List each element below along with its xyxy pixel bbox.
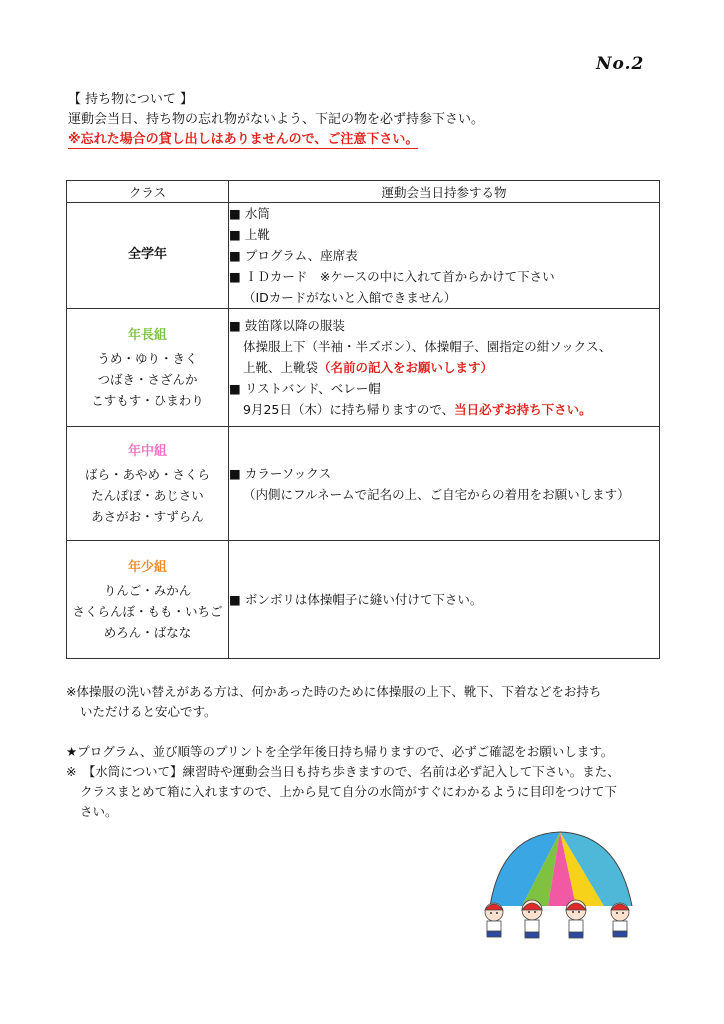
- list-item: [229, 357, 659, 378]
- table-header-row: [67, 181, 660, 203]
- square-bullet-icon: ■: [229, 227, 241, 242]
- square-bullet-icon: ■: [229, 592, 241, 607]
- class-name: 年長組: [127, 327, 167, 343]
- square-bullet-icon: ■: [229, 206, 241, 221]
- items-cell: [229, 541, 660, 659]
- notes-section: [66, 682, 666, 822]
- item-emphasis: 当日必ずお持ち下さい。: [454, 402, 592, 417]
- class-group-names: めろん・ばなな: [103, 624, 192, 640]
- list-item: [229, 589, 659, 610]
- header-items: 運動会当日持参する物: [229, 181, 660, 203]
- list-item: [229, 287, 659, 308]
- item-text: リストバンド、ベレー帽: [244, 381, 381, 396]
- note-program: ★プログラム、並び順等のプリントを全学年後日持ち帰りますので、必ずご確認をお願いします。: [66, 744, 614, 759]
- item-text: 水筒: [244, 206, 270, 221]
- square-bullet-icon: ■: [229, 269, 241, 284]
- square-bullet-icon: ■: [229, 248, 241, 263]
- item-emphasis: （名前の記入をお願いします）: [318, 360, 494, 375]
- class-cell: [67, 203, 229, 309]
- class-group-names: うめ・ゆり・きく: [97, 350, 198, 366]
- class-cell: [67, 541, 229, 659]
- warning-text: ※忘れた場合の貸し出しはありませんので、ご注意下さい。: [68, 132, 419, 147]
- items-table: [66, 180, 660, 659]
- list-item: [229, 336, 659, 357]
- list-item: [229, 463, 659, 484]
- item-text: 9月25日（木）に持ち帰りますので、: [243, 402, 455, 417]
- list-item: [229, 245, 659, 266]
- class-group-names: さくらんぼ・もも・いちご: [72, 603, 223, 619]
- list-item: [229, 378, 659, 399]
- class-group-names: ばら・あやめ・さくら: [84, 466, 210, 482]
- item-text: ＩＤカード ※ケースの中に入れて首からかけて下さい: [244, 269, 555, 284]
- page-number: No.2: [596, 54, 645, 74]
- item-text: （内側にフルネームで記名の上、ご自宅からの着用をお願いします）: [243, 486, 630, 502]
- note-water-bottle-cont2: さい。: [80, 804, 118, 819]
- item-text: （IDカードがないと入館できません）: [243, 290, 457, 305]
- note-change-clothes-cont: いただけると安心です。: [80, 704, 217, 719]
- table-row: [67, 541, 660, 659]
- class-group-names: あさがお・すずらん: [91, 508, 204, 524]
- note-change-clothes: ※体操服の洗い替えがある方は、何かあった時のために体操服の上下、靴下、下着などをお持ち: [66, 684, 602, 699]
- item-text: プログラム、座席表: [244, 248, 358, 263]
- square-bullet-icon: ■: [229, 318, 241, 333]
- class-cell: [67, 309, 229, 427]
- list-item: [229, 315, 659, 336]
- item-text: ボンボリは体操帽子に縫い付けて下さい。: [244, 592, 483, 607]
- items-cell: [229, 203, 660, 309]
- note-water-bottle: ※ 【水筒について】練習時や運動会当日も持ち歩きますので、名前は必ず記入して下さい。また、: [66, 764, 620, 779]
- item-text: 体操服上下（半袖・半ズボン）、体操帽子、園指定の紺ソックス、: [243, 339, 612, 354]
- square-bullet-icon: ■: [229, 381, 241, 396]
- class-cell: [67, 427, 229, 541]
- class-group-names: こすもす・ひまわり: [91, 392, 204, 408]
- class-group-names: たんぽぽ・あじさい: [91, 487, 204, 503]
- children-parachute-illustration: [472, 826, 648, 944]
- items-cell: [229, 309, 660, 427]
- table-row: [67, 309, 660, 427]
- table-row: [67, 203, 660, 309]
- class-group-names: りんご・みかん: [103, 582, 192, 598]
- item-text: 上靴: [244, 227, 270, 242]
- header-class: クラス: [67, 181, 229, 203]
- items-cell: [229, 427, 660, 541]
- list-item: [229, 266, 659, 287]
- square-bullet-icon: ■: [229, 465, 241, 481]
- class-name: 全学年: [127, 247, 167, 262]
- list-item: [229, 203, 659, 224]
- class-name: 年少組: [127, 559, 167, 575]
- section-heading: 【 持ち物について 】: [68, 92, 194, 107]
- list-item: [229, 484, 659, 505]
- list-item: [229, 399, 659, 420]
- class-group-names: つばき・さざんか: [97, 371, 198, 387]
- intro-text: 運動会当日、持ち物の忘れ物がないよう、下記の物を必ず持参下さい。: [68, 112, 485, 127]
- intro-section: [68, 90, 688, 150]
- item-text: 鼓笛隊以降の服装: [244, 318, 345, 333]
- class-name: 年中組: [127, 443, 167, 459]
- table-row: [67, 427, 660, 541]
- list-item: [229, 224, 659, 245]
- note-water-bottle-cont1: クラスまとめて箱に入れますので、上から見て自分の水筒がすぐにわかるように目印をつけて下: [80, 784, 617, 799]
- item-text: 上靴、上靴袋: [243, 360, 319, 375]
- item-text: カラーソックス: [244, 465, 332, 481]
